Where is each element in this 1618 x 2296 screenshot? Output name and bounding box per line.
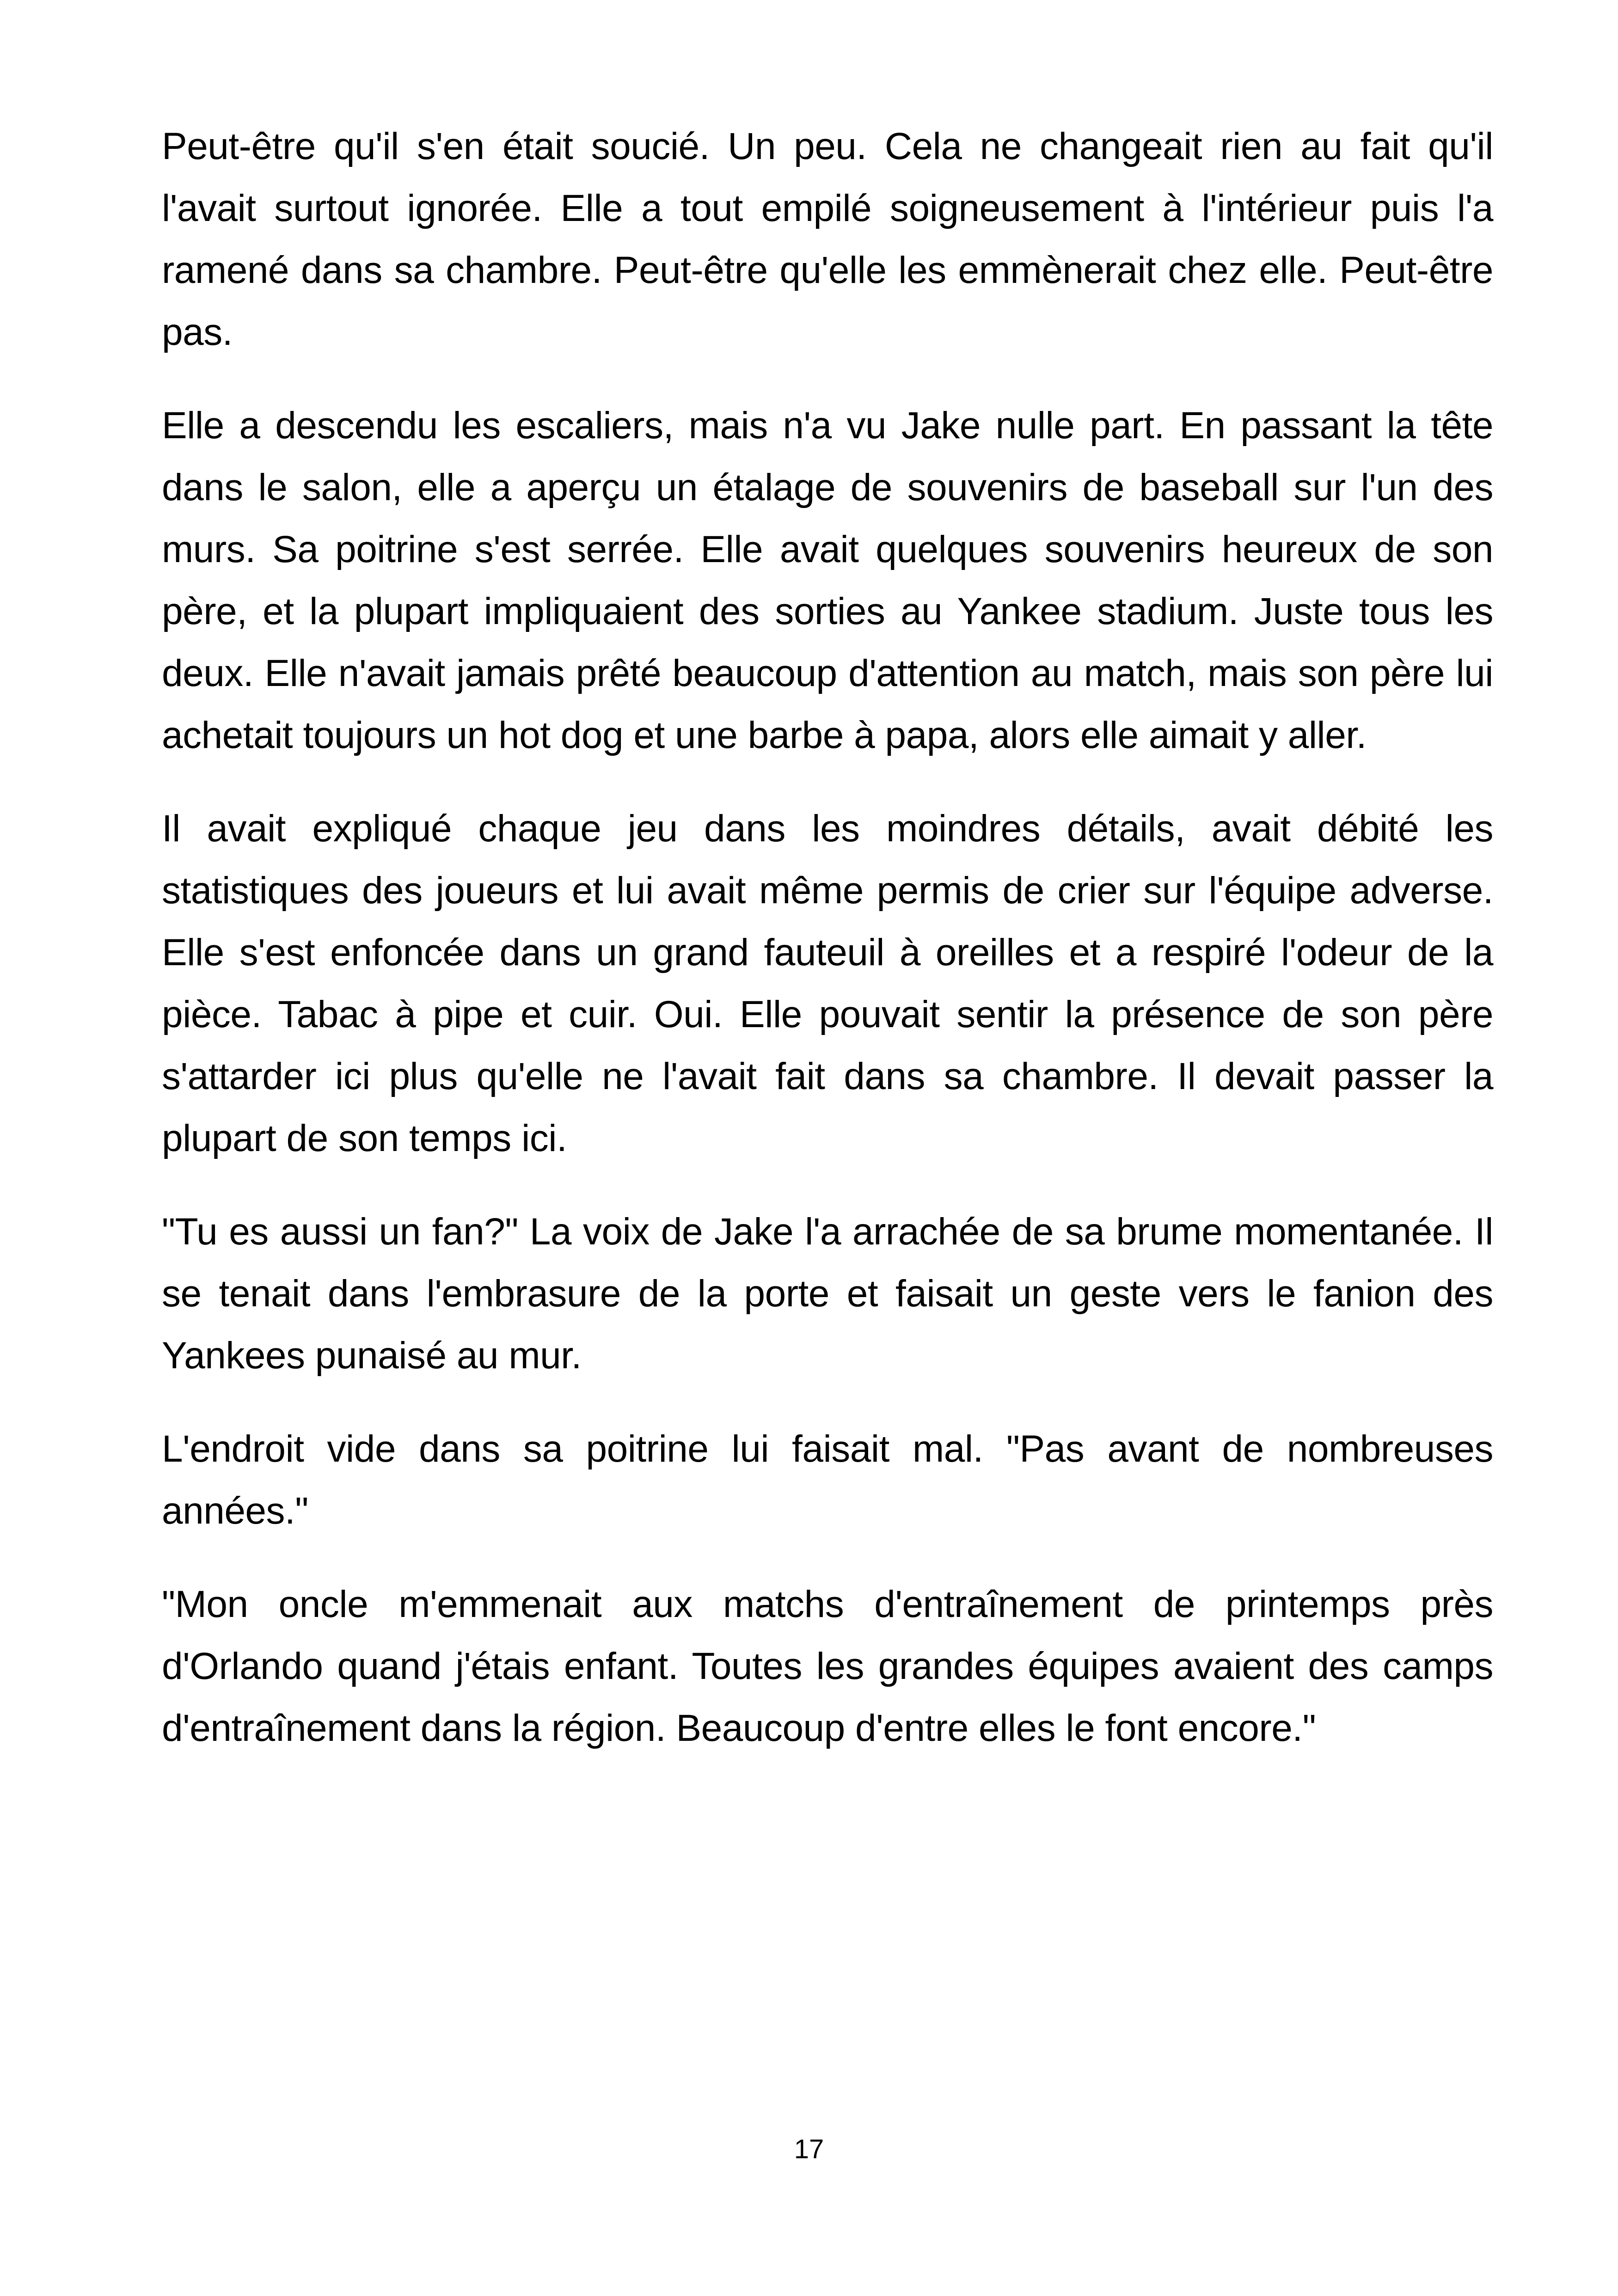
paragraph: Elle a descendu les escaliers, mais n'a vu Jake nulle part. En passant la tête dans le salon, elle a aperçu un étalage de souvenirs de baseball sur l'un des murs. Sa poitrine s'est serrée. Elle avait quelques souvenirs heureux de son père, et la plupart impliquaient des sorties au Yankee stadium. Juste tous les deux. Elle n'avait jamais prêté beaucoup d'attention au match, mais son père lui achetait toujours un hot dog et une barbe à papa, alors elle aimait y aller.	[162, 404, 1493, 756]
paragraph: "Tu es aussi un fan?" La voix de Jake l'a arrachée de sa brume momentanée. Il se tenait dans l'embrasure de la porte et faisait un geste vers le fanion des Yankees punaisé au mur.	[162, 1211, 1493, 1377]
paragraph: L'endroit vide dans sa poitrine lui faisait mal. "Pas avant de nombreuses années."	[162, 1428, 1493, 1532]
page-number: 17	[794, 2134, 824, 2164]
paragraph: "Mon oncle m'emmenait aux matchs d'entraînement de printemps près d'Orlando quand j'étais enfant. Toutes les grandes équipes avaient des camps d'entraînement dans la région. Beaucoup d'entre elles le font encore."	[162, 1583, 1493, 1749]
paragraph: Peut-être qu'il s'en était soucié. Un peu. Cela ne changeait rien au fait qu'il l'avait surtout ignorée. Elle a tout empilé soigneusement à l'intérieur puis l'a ramené dans sa chambre. Peut-être qu'elle les emmènerait chez elle. Peut-être pas.	[162, 125, 1493, 353]
page-body	[162, 116, 1493, 1791]
paragraph: Il avait expliqué chaque jeu dans les moindres détails, avait débité les statistiques des joueurs et lui avait même permis de crier sur l'équipe adverse. Elle s'est enfoncée dans un grand fauteuil à oreilles et a respiré l'odeur de la pièce. Tabac à pipe et cuir. Oui. Elle pouvait sentir la présence de son père s'attarder ici plus qu'elle ne l'avait fait dans sa chambre. Il devait passer la plupart de son temps ici.	[162, 808, 1493, 1159]
